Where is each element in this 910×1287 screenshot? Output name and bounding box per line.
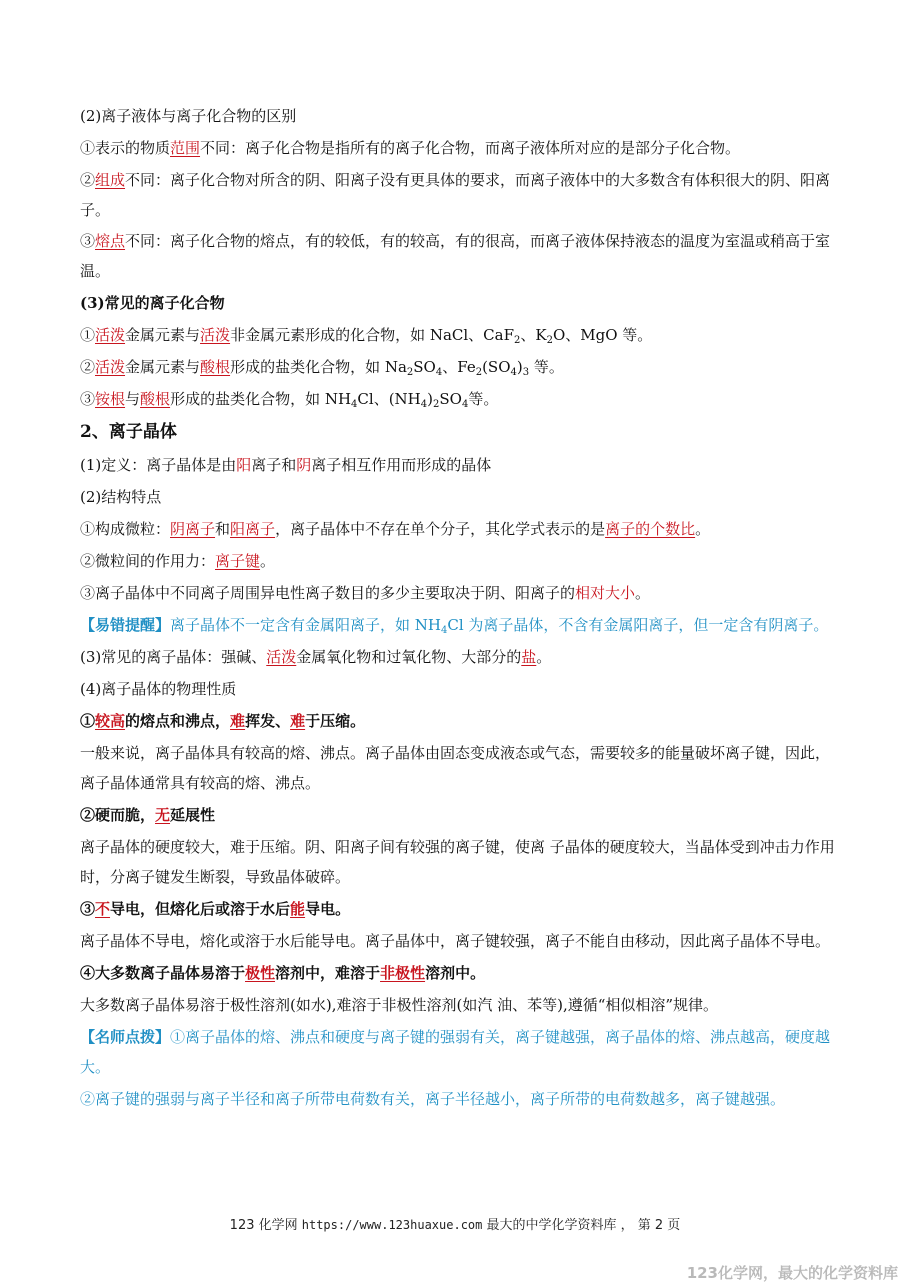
paragraph: (3)常见的离子晶体：强碱、活泼金属氧化物和过氧化物、大部分的盐。 bbox=[80, 648, 552, 666]
list-item: ②微粒间的作用力：离子键。 bbox=[80, 552, 276, 570]
list-item: ③熔点不同：离子化合物的熔点，有的较低，有的较高，有的很高，而离子液体保持液态的温度为室温或稍高于室温。 bbox=[80, 232, 831, 280]
site-url: https://www.123huaxue.com bbox=[301, 1218, 483, 1232]
page-body bbox=[80, 100, 840, 1115]
keyword: 熔点 bbox=[95, 232, 126, 250]
paragraph: 一般来说，离子晶体具有较高的熔、沸点。离子晶体由固态变成液态或气态，需要较多的能量破坏离子键，因此，离子晶体通常具有较高的熔、沸点。 bbox=[80, 744, 831, 792]
tip-note: 【易错提醒】离子晶体不一定含有金属阳离子，如 $NH_4Cl$ 为离子晶体，不含有金属阳离子，但一定含有阴离子。 bbox=[80, 616, 829, 636]
property-heading: ①较高的熔点和沸点，难挥发、难于压缩。 bbox=[80, 712, 366, 730]
section-title: (2)结构特点 bbox=[80, 488, 162, 506]
section-title: (2)离子液体与离子化合物的区别 bbox=[80, 107, 297, 125]
list-item: ③离子晶体中不同离子周围异电性离子数目的多少主要取决于阴、阳离子的相对大小。 bbox=[80, 584, 651, 602]
tip-label: 【名师点拨】 bbox=[80, 1028, 171, 1046]
list-item: ③铵根与酸根形成的盐类化合物，如 $NH_4Cl$、$(NH_4)_2SO_4$等。 bbox=[80, 390, 499, 410]
list-item: ①构成微粒：阴离子和阳离子，离子晶体中不存在单个分子，其化学式表示的是离子的个数比。 bbox=[80, 520, 711, 538]
property-heading: ④大多数离子晶体易溶于极性溶剂中，难溶于非极性溶剂中。 bbox=[80, 964, 486, 982]
list-item: ②活泼金属元素与酸根形成的盐类化合物，如 $Na_2SO_4$、$Fe_2(SO_4)_3$ 等。 bbox=[80, 358, 564, 378]
chapter-heading: 2、离子晶体 bbox=[80, 422, 177, 442]
tip-note: 【名师点拨】①离子晶体的熔、沸点和硬度与离子键的强弱有关，离子键越强，离子晶体的熔、沸点越高，硬度越大。 bbox=[80, 1028, 831, 1076]
definition: (1)定义：离子晶体是由阳离子和阴离子相互作用而形成的晶体 bbox=[80, 456, 492, 474]
tip-note: ②离子键的强弱与离子半径和离子所带电荷数有关，离子半径越小，离子所带的电荷数越多，离子键越强。 bbox=[80, 1090, 786, 1108]
paragraph: 大多数离子晶体易溶于极性溶剂(如水),难溶于非极性溶剂(如汽 油、苯等),遵循“相似相溶”规律。 bbox=[80, 996, 719, 1014]
paragraph: 离子晶体的硬度较大，难于压缩。阴、阳离子间有较强的离子键，使离 子晶体的硬度较大，当晶体受到冲击力作用时，分离子键发生断裂，导致晶体破碎。 bbox=[80, 838, 835, 886]
tip-label: 【易错提醒】 bbox=[80, 616, 171, 634]
property-heading: ②硬而脆，无延展性 bbox=[80, 806, 216, 824]
list-item: ①活泼金属元素与活泼非金属元素形成的化合物，如 NaCl、CaF$_2$、$K_2O$、MgO 等。 bbox=[80, 326, 653, 346]
keyword: 组成 bbox=[95, 171, 126, 189]
section-title: (3)常见的离子化合物 bbox=[80, 294, 225, 312]
keyword: 范围 bbox=[170, 139, 201, 157]
property-heading: ③不导电，但熔化后或溶于水后能导电。 bbox=[80, 900, 351, 918]
section-title: (4)离子晶体的物理性质 bbox=[80, 680, 237, 698]
watermark: 123化学网，最大的化学资料库 bbox=[686, 1264, 898, 1282]
list-item: ①表示的物质范围不同：离子化合物是指所有的离子化合物，而离子液体所对应的是部分子化合物。 bbox=[80, 139, 741, 157]
page-footer: 123 化学网 https://www.123huaxue.com 最大的中学化学资料库 ， 第 2 页 bbox=[229, 1218, 681, 1233]
list-item: ②组成不同：离子化合物对所含的阴、阳离子没有更具体的要求，而离子液体中的大多数含有体积很大的阴、阳离子。 bbox=[80, 171, 831, 219]
paragraph: 离子晶体不导电，熔化或溶于水后能导电。离子晶体中，离子键较强，离子不能自由移动，因此离子晶体不导电。 bbox=[80, 932, 831, 950]
